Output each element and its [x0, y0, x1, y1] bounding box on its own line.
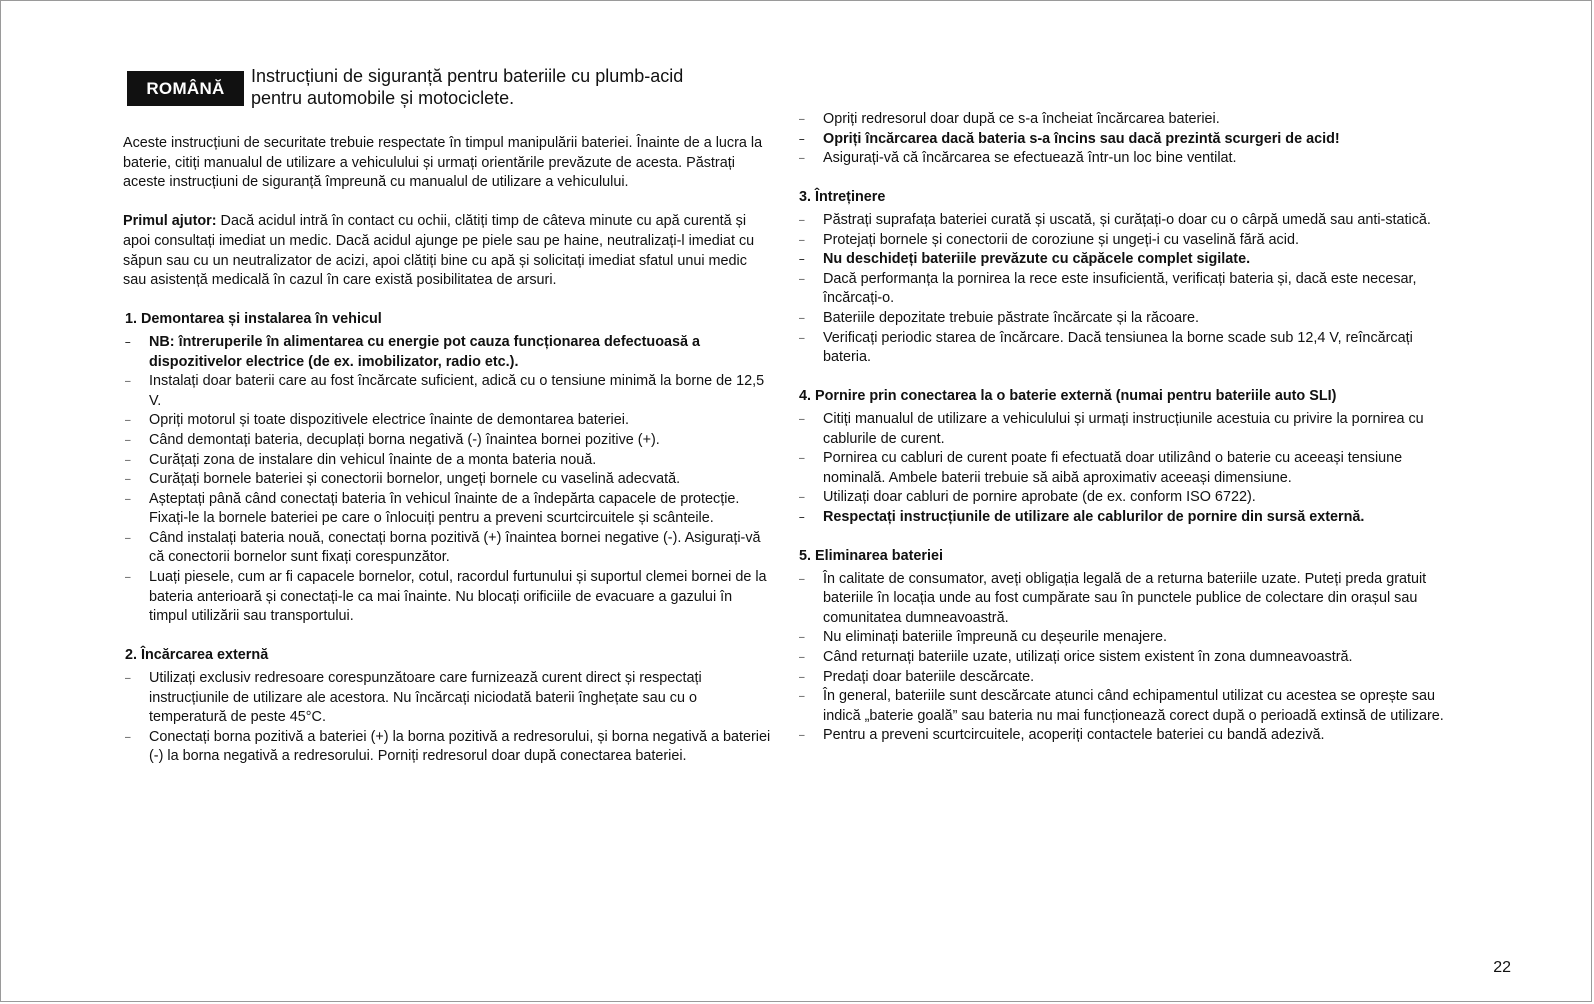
bullet-dash: – — [125, 454, 131, 466]
bullet-dash: – — [799, 492, 805, 504]
list-item: – Nu eliminați bateriile împreună cu deșeurile menajere. — [797, 628, 1457, 648]
list-item: – Când returnați bateriile uzate, utilizați orice sistem existent în zona dumneavoastră. — [797, 648, 1457, 668]
list-item: – Pentru a preveni scurtcircuitele, acoperiți contactele bateriei cu bandă adezivă. — [797, 726, 1457, 746]
bullet-dash: – — [799, 511, 805, 523]
list-item: – Protejați bornele și conectorii de coroziune și ungeți-i cu vaselină fără acid. — [797, 231, 1457, 251]
page-number: 22 — [1493, 959, 1511, 976]
list-item: – Predați doar bateriile descărcate. — [797, 668, 1457, 688]
list-item: – Nu deschideți bateriile prevăzute cu căpăcele complet sigilate. — [797, 250, 1457, 270]
bullet-dash: – — [799, 573, 805, 585]
list-item: – Curățați zona de instalare din vehicul înainte de a monta bateria nouă. — [123, 451, 773, 471]
section-4-list — [797, 410, 1457, 528]
first-aid-paragraph — [123, 212, 773, 290]
list-item: – Când demontați bateria, decuplați borna negativă (-) înaintea bornei pozitive (+). — [123, 431, 773, 451]
bullet-dash: – — [799, 691, 805, 703]
bullet-dash: – — [799, 254, 805, 266]
list-item: – Verificați periodic starea de încărcare. Dacă tensiunea la borne scade sub 12,4 V, reîncărcați bateria. — [799, 329, 1413, 366]
list-item: – Respectați instrucțiunile de utilizare ale cablurilor de pornire din sursă externă. — [797, 508, 1457, 528]
bullet-dash: – — [799, 730, 805, 742]
section-2-list-part-1 — [123, 669, 773, 767]
bullet-dash: – — [799, 453, 805, 465]
bullet-dash: – — [799, 273, 805, 285]
list-item: – Așteptați până când conectați bateria în vehicul înainte de a îndepărta capacele de protecție. Fixați-le la bornele bateriei pe care o înlocuiți pentru a preveni scurtcircuitele și scânteile. — [125, 490, 740, 527]
title-line-1: Instrucțiuni de siguranță pentru bateriile cu plumb-acid — [251, 66, 684, 86]
list-item: – Opriți motorul și toate dispozitivele electrice înainte de demontarea bateriei. — [123, 411, 773, 431]
list-item: – Bateriile depozitate trebuie păstrate încărcate și la răcoare. — [797, 309, 1457, 329]
list-item: – Conectați borna pozitivă a bateriei (+) la borna pozitivă a redresorului, și borna negativă a bateriei (-) la borna negativă a redresorului. Porniți redresorul doar după conectarea bateriei. — [125, 728, 771, 765]
bullet-dash: – — [125, 731, 131, 743]
left-column — [123, 134, 773, 767]
section-2-heading: 2. Încărcarea externă — [125, 647, 269, 664]
list-item: – Pornirea cu cabluri de curent poate fi efectuată doar utilizând o baterie cu aceeași tensiune nominală. Ambele baterii trebuie să aibă aproximativ aceeași dimensiune. — [799, 450, 1403, 486]
section-5-heading: 5. Eliminarea bateriei — [799, 548, 943, 565]
right-column — [797, 110, 1457, 746]
list-item: – În calitate de consumator, aveți obligația legală de a returna bateriile uzate. Puteți preda gratuit bateriile în locația unde au fost cumpărate sau în punctele publice de colectare din orașul sau comunitatea dumneavoastră. — [799, 570, 1427, 626]
list-item: – În general, bateriile sunt descărcate atunci când echipamentul utilizat cu acestea se oprește sau indică „baterie goală” sau bateria nu mai funcționează corect după o perioadă extinsă de utilizare. — [799, 688, 1444, 724]
list-item: – NB: întreruperile în alimentarea cu energie pot cauza funcționarea defectuoasă a dispozitivelor electrice (de ex. imobilizator, radio etc.). — [125, 333, 700, 370]
section-3-list — [797, 211, 1457, 368]
list-item: – Dacă performanța la pornirea la rece este insuficientă, verificați bateria și, dacă este necesar, încărcați-o. — [799, 270, 1417, 307]
list-item: – Citiți manualul de utilizare a vehiculului și urmați instrucțiunile acestuia cu privire la pornirea cu cablurile de curent. — [799, 410, 1424, 447]
bullet-dash: – — [799, 214, 805, 226]
list-item: – Păstrați suprafața bateriei curată și uscată, și curățați-o doar cu o cârpă umedă sau anti-statică. — [797, 211, 1457, 231]
intro-paragraph: Aceste instrucțiuni de securitate trebuie respectate în timpul manipulării bateriei. Înainte de a lucra la baterie, citiți manualul de utilizare a vehiculului și urmați orientările prevăzute de acesta. Păstrați aceste instrucțiuni de siguranță împreună cu manualul de utilizare a vehiculului. — [123, 135, 763, 191]
bullet-dash: – — [125, 336, 131, 348]
bullet-dash: – — [799, 114, 805, 125]
bullet-dash: – — [799, 413, 805, 425]
bullet-dash: – — [799, 234, 805, 246]
list-item: – Utilizați doar cabluri de pornire aprobate (de ex. conform ISO 6722). — [797, 488, 1457, 508]
list-item: – Asigurați-vă că încărcarea se efectuează într-un loc bine ventilat. — [797, 149, 1457, 169]
bullet-dash: – — [125, 673, 131, 685]
title-line-2: pentru automobile și motociclete. — [251, 88, 515, 108]
section-3-heading: 3. Întreținere — [799, 189, 886, 206]
section-5-list — [797, 570, 1457, 746]
list-item: – Utilizați exclusiv redresoare corespunzătoare care furnizează curent direct și respectați instrucțiunile de utilizare ale acestora. Nu încărcați niciodată baterii înghețate sau cu o temperatură de peste 45°C. — [125, 670, 702, 726]
bullet-dash: – — [125, 434, 131, 446]
bullet-dash: – — [799, 671, 805, 683]
first-aid-text: Dacă acidul intră în contact cu ochii, clătiți timp de câteva minute cu apă curentă și apoi consultați imediat un medic. Dacă acidul ajunge pe piele sau pe haine, neutralizați-l imediat cu săpun sau cu un neutralizator de acizi, apoi clătiți bine cu apă și solicitați imediat sfatul unui medic sau asistență medicală în cazul în care există posibilitatea de arsuri. — [123, 213, 755, 289]
bullet-dash: – — [125, 532, 131, 544]
language-badge: ROMÂNĂ — [127, 71, 244, 106]
list-item: – Opriți redresorul doar după ce s-a încheiat încărcarea bateriei. — [797, 110, 1457, 130]
list-item: – Instalați doar baterii care au fost încărcate suficient, adică cu o tensiune minimă la borne de 12,5 V. — [125, 373, 765, 409]
bullet-dash: – — [125, 415, 131, 427]
bullet-dash: – — [125, 376, 131, 388]
bullet-dash: – — [799, 332, 805, 344]
bullet-dash: – — [799, 312, 805, 324]
bullet-dash: – — [799, 652, 805, 664]
bullet-dash: – — [799, 632, 805, 644]
bullet-dash: – — [125, 572, 131, 584]
list-item: – Luați piesele, cum ar fi capacele bornelor, cotul, racordul furtunului și suportul clemei bornei de la bateria anterioară și conectați-le ca mai înainte. Nu blocați orificiile de evacuare a gazului în timpul utilizării sau transportului. — [125, 569, 767, 625]
list-item: – Opriți încărcarea dacă bateria s-a încins sau dacă prezintă scurgeri de acid! — [797, 130, 1457, 150]
list-item: – Când instalați bateria nouă, conectați borna pozitivă (+) înaintea bornei negative (-). Asigurați-vă că conectorii bornelor sunt fixați corespunzător. — [125, 529, 761, 566]
document-title — [251, 65, 771, 109]
first-aid-label: Primul ajutor: — [123, 213, 217, 230]
section-1-heading: 1. Demontarea și instalarea în vehicul — [125, 311, 382, 328]
section-2-list-part-2 — [797, 110, 1457, 169]
bullet-dash: – — [125, 493, 131, 505]
list-item: – Curățați bornele bateriei și conectorii bornelor, ungeți bornele cu vaselină adecvată. — [123, 470, 773, 490]
section-4-heading: 4. Pornire prin conectarea la o baterie externă (numai pentru bateriile auto SLI) — [799, 388, 1337, 405]
bullet-dash: – — [125, 474, 131, 486]
bullet-dash: – — [799, 153, 805, 165]
bullet-dash: – — [799, 133, 805, 145]
section-1-list — [123, 333, 773, 627]
